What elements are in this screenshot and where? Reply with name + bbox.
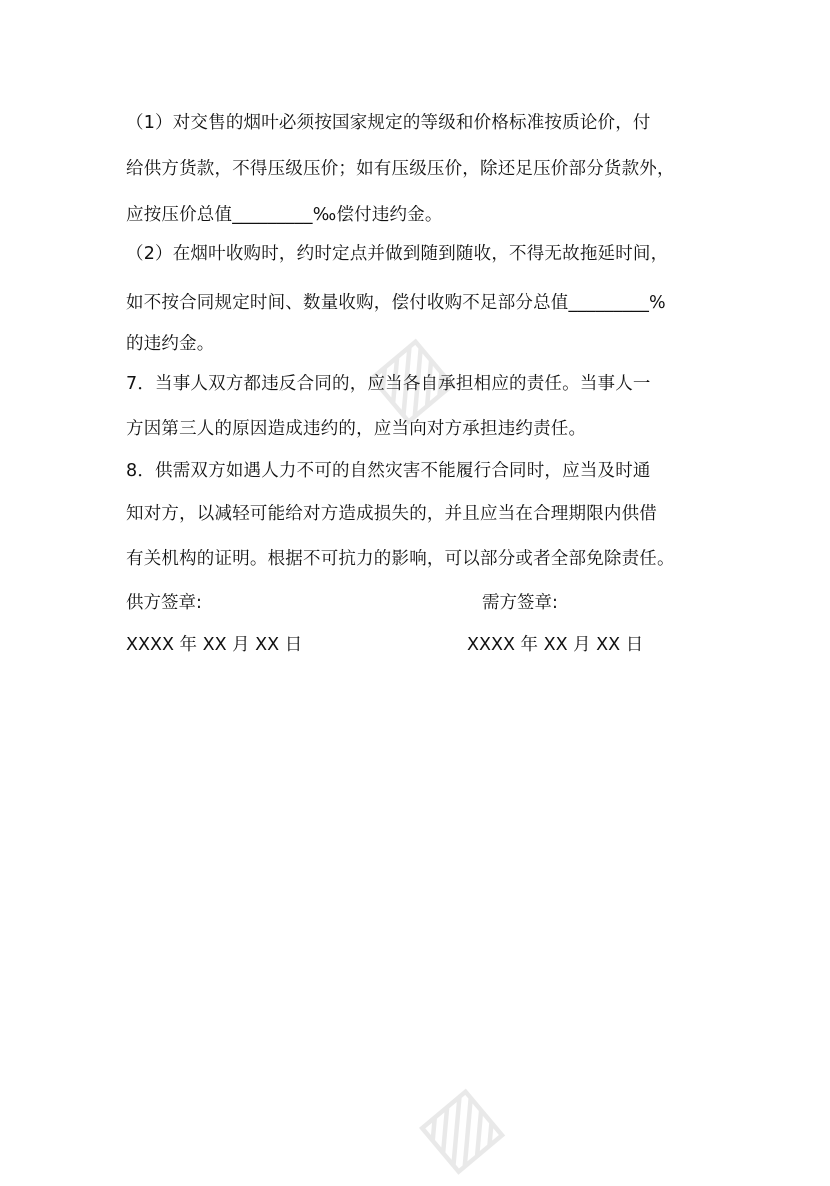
paragraph-line-3: 应按压价总值_________‰偿付违约金。 <box>126 205 443 225</box>
paragraph-line-10: 知对方，以减轻可能给对方造成损失的，并且应当在合理期限内供借 <box>126 504 657 524</box>
watermark-mark-2: ▨ <box>398 1066 517 1186</box>
supplier-signature-label: 供方签章: <box>126 593 202 613</box>
watermark-mark-1: ▨ <box>348 316 467 437</box>
paragraph-line-8: 方因第三人的原因造成违约的，应当向对方承担违约责任。 <box>126 419 587 439</box>
paragraph-line-1: （1）对交售的烟叶必须按国家规定的等级和价格标准按质论价，付 <box>126 113 651 133</box>
paragraph-line-4: （2）在烟叶收购时，约时定点并做到随到随收，不得无故拖延时间， <box>126 244 669 264</box>
paragraph-line-11: 有关机构的证明。根据不可抗力的影响，可以部分或者全部免除责任。 <box>126 549 675 569</box>
paragraph-line-2: 给供方货款，不得压级压价；如有压级压价，除还足压价部分货款外， <box>126 159 675 179</box>
paragraph-line-5: 如不按合同规定时间、数量收购，偿付收购不足部分总值_________% <box>126 293 666 313</box>
supplier-date: XXXX 年 XX 月 XX 日 <box>126 635 303 655</box>
buyer-date: XXXX 年 XX 月 XX 日 <box>467 635 644 655</box>
paragraph-line-6: 的违约金。 <box>126 334 215 354</box>
paragraph-line-7: 7．当事人双方都违反合同的，应当各自承担相应的责任。当事人一 <box>126 374 651 394</box>
buyer-signature-label: 需方签章: <box>482 593 558 613</box>
paragraph-line-9: 8．供需双方如遇人力不可的自然灾害不能履行合同时，应当及时通 <box>126 461 651 481</box>
